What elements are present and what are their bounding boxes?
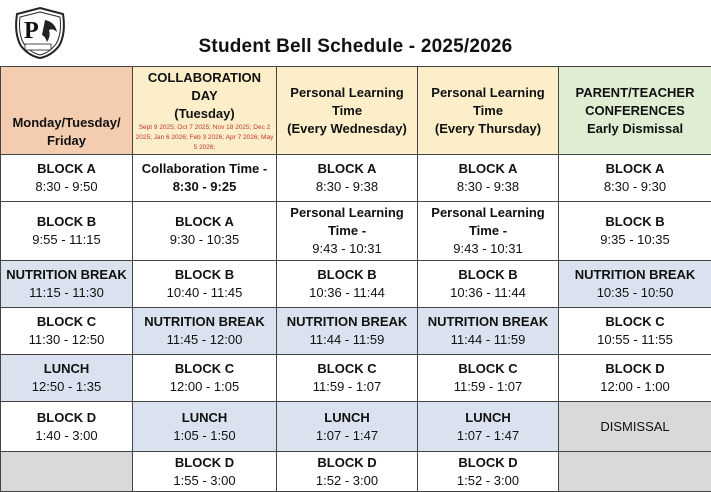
schedule-cell: LUNCH 1:07 - 1:47 [418,402,559,452]
schedule-cell: BLOCK C 11:30 - 12:50 [1,308,133,355]
empty-cell [559,452,711,492]
header-plt-wednesday: Personal Learning Time (Every Wednesday) [277,67,418,155]
schedule-cell: NUTRITION BREAK 10:35 - 10:50 [559,261,711,308]
table-row [1,355,711,402]
table-row [1,155,711,202]
header-row [1,67,711,155]
header-parent-teacher-conferences: PARENT/TEACHER CONFERENCES Early Dismissal [559,67,711,155]
schedule-cell: BLOCK C 11:59 - 1:07 [277,355,418,402]
schedule-cell: BLOCK D 12:00 - 1:00 [559,355,711,402]
schedule-cell: BLOCK C 10:55 - 11:55 [559,308,711,355]
schedule-cell: Personal Learning Time - 9:43 - 10:31 [277,202,418,261]
schedule-cell: BLOCK A 8:30 - 9:38 [418,155,559,202]
schedule-cell: NUTRITION BREAK 11:15 - 11:30 [1,261,133,308]
dismissal-cell: DISMISSAL [559,402,711,452]
schedule-cell: BLOCK B 10:40 - 11:45 [133,261,277,308]
schedule-cell: BLOCK D 1:52 - 3:00 [418,452,559,492]
schedule-cell: LUNCH 1:05 - 1:50 [133,402,277,452]
schedule-cell: BLOCK A 8:30 - 9:38 [277,155,418,202]
table-row [1,308,711,355]
bell-schedule-table [0,66,711,492]
header-plt-thursday: Personal Learning Time (Every Thursday) [418,67,559,155]
schedule-cell: BLOCK D 1:55 - 3:00 [133,452,277,492]
page-title: Student Bell Schedule - 2025/2026 [0,36,711,58]
schedule-cell: BLOCK B 10:36 - 11:44 [418,261,559,308]
header-collaboration-day: COLLABORATION DAY (Tuesday) Sept 9 2025; Oct 7 2025; Nov 18 2025; Dec 2 2025; Jan 6 2026; Feb 3 2026; Apr 7 2026; May 5 2026; [133,67,277,155]
schedule-cell: Collaboration Time - 8:30 - 9:25 [133,155,277,202]
schedule-cell: NUTRITION BREAK 11:44 - 11:59 [277,308,418,355]
schedule-cell: BLOCK A 9:30 - 10:35 [133,202,277,261]
schedule-cell: NUTRITION BREAK 11:44 - 11:59 [418,308,559,355]
schedule-cell: BLOCK B 9:35 - 10:35 [559,202,711,261]
schedule-cell: BLOCK A 8:30 - 9:50 [1,155,133,202]
schedule-cell: BLOCK D 1:40 - 3:00 [1,402,133,452]
header-mtf: Monday/Tuesday/ Friday [1,67,133,155]
logo-letter: P [24,18,39,45]
schedule-cell: Personal Learning Time - 9:43 - 10:31 [418,202,559,261]
schedule-cell: BLOCK C 11:59 - 1:07 [418,355,559,402]
schedule-cell: NUTRITION BREAK 11:45 - 12:00 [133,308,277,355]
schedule-cell: BLOCK C 12:00 - 1:05 [133,355,277,402]
schedule-cell: BLOCK B 9:55 - 11:15 [1,202,133,261]
schedule-cell: LUNCH 12:50 - 1:35 [1,355,133,402]
table-row [1,402,711,452]
table-row [1,261,711,308]
collaboration-dates: Sept 9 2025; Oct 7 2025; Nov 18 2025; Dec 2 2025; Jan 6 2026; Feb 3 2026; Apr 7 2026; May 5 2026; [135,123,274,153]
table-row [1,452,711,492]
schedule-cell: BLOCK D 1:52 - 3:00 [277,452,418,492]
schedule-cell: LUNCH 1:07 - 1:47 [277,402,418,452]
empty-cell [1,452,133,492]
schedule-cell: BLOCK B 10:36 - 11:44 [277,261,418,308]
table-row [1,202,711,261]
schedule-cell: BLOCK A 8:30 - 9:30 [559,155,711,202]
